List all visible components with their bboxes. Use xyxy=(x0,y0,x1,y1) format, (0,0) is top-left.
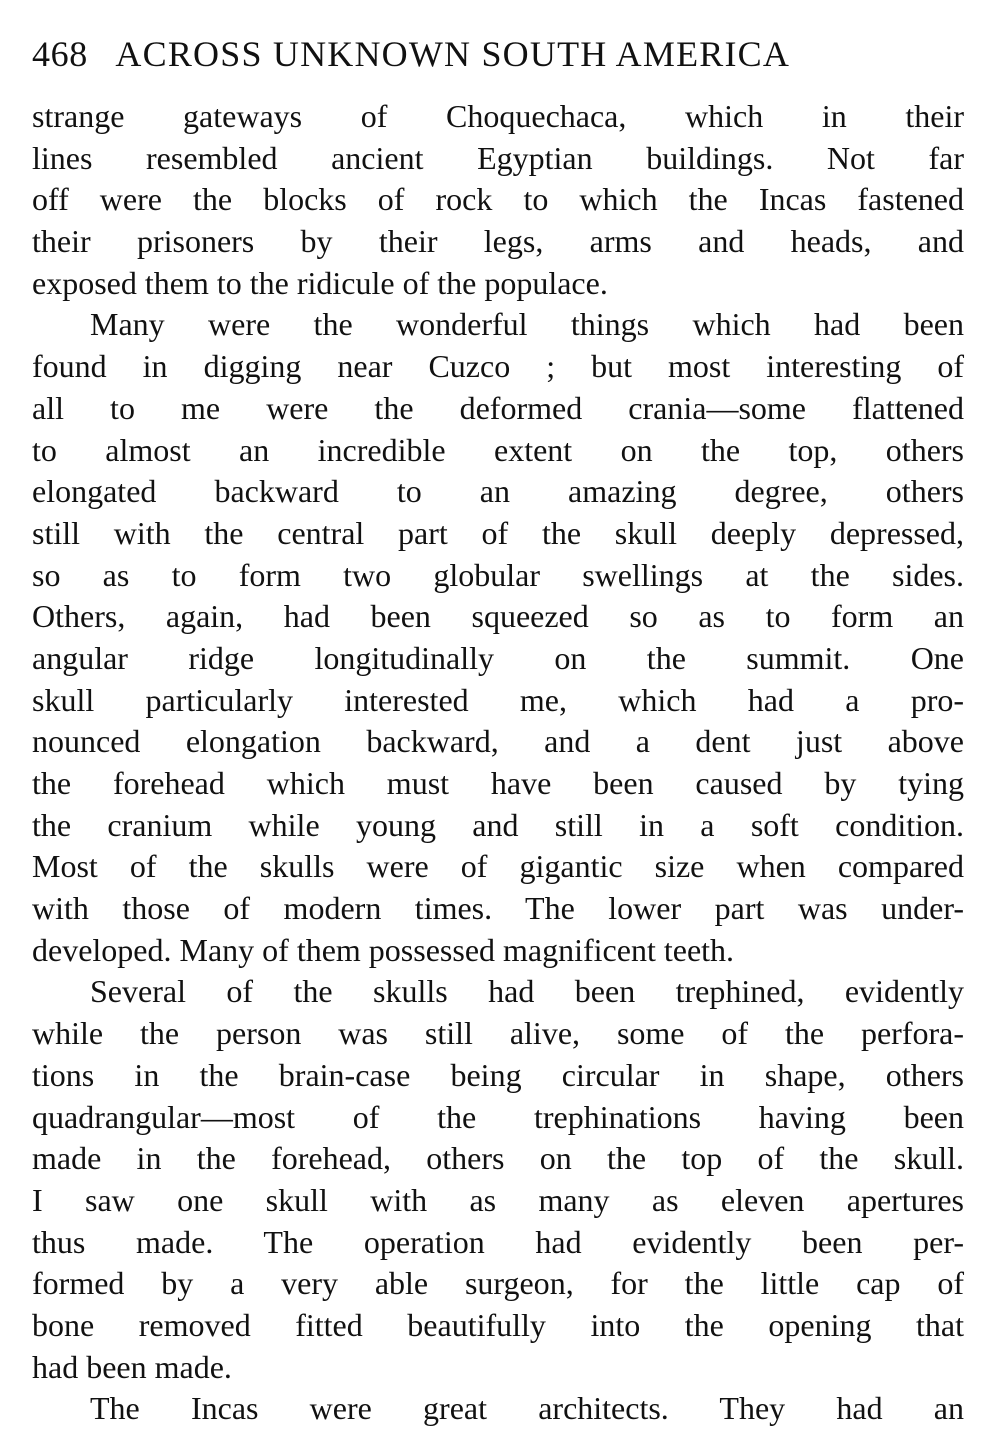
text-line: tions in the brain-case being circular in shape, others xyxy=(32,1056,964,1093)
text-line: found in digging near Cuzco ; but most interesting of xyxy=(32,348,964,385)
paragraph-first-line: The Incas were great architects. They had an xyxy=(90,1390,964,1427)
text-line: exposed them to the ridicule of the populace. xyxy=(32,264,608,301)
text-line: the forehead which must have been caused by tying xyxy=(32,765,964,801)
text-line: bone removed fitted beautifully into the opening that xyxy=(32,1306,964,1343)
text-line: still with the central part of the skull deeply depressed, xyxy=(32,514,964,551)
text-line: the cranium while young and still in a soft condition. xyxy=(32,806,964,843)
text-line: had been made. xyxy=(32,1348,232,1385)
text-line: I saw one skull with as many as eleven apertures xyxy=(32,1181,964,1218)
text-line: skull particularly interested me, which had a pro- xyxy=(32,681,964,718)
text-line: off were the blocks of rock to which the Incas fastened xyxy=(32,181,964,218)
text-line: to almost an incredible extent on the top, others xyxy=(32,431,964,468)
text-line: formed by a very able surgeon, for the little cap of xyxy=(32,1265,964,1302)
page-header xyxy=(32,30,962,78)
text-line: while the person was still alive, some of the perfora- xyxy=(32,1015,964,1052)
text-line: all to me were the deformed crania—some flattened xyxy=(32,389,964,426)
paragraph-first-line: Several of the skulls had been trephined, evidently xyxy=(90,973,964,1010)
paragraph-first-line: Many were the wonderful things which had been xyxy=(90,306,964,343)
running-title: ACROSS UNKNOWN SOUTH AMERICA xyxy=(115,34,791,74)
text-line: their prisoners by their legs, arms and heads, and xyxy=(32,223,964,260)
text-line: angular ridge longitudinally on the summit. One xyxy=(32,639,964,676)
text-line: Most of the skulls were of gigantic size when compared xyxy=(32,848,964,885)
text-line: made in the forehead, others on the top of the skull. xyxy=(32,1140,964,1177)
text-line: so as to form two globular swellings at the sides. xyxy=(32,556,964,593)
body-text xyxy=(32,96,964,1430)
text-line: strange gateways of Choquechaca, which in their xyxy=(32,98,964,134)
text-line: elongated backward to an amazing degree, others xyxy=(32,473,964,510)
text-line: lines resembled ancient Egyptian buildings. Not far xyxy=(32,139,964,176)
text-line: quadrangular—most of the trephinations having been xyxy=(32,1098,964,1135)
text-line: with those of modern times. The lower part was under- xyxy=(32,890,964,927)
text-line: thus made. The operation had evidently been per- xyxy=(32,1223,964,1260)
text-line: Others, again, had been squeezed so as to form an xyxy=(32,598,964,635)
text-line: developed. Many of them possessed magnificent teeth. xyxy=(32,931,735,968)
page-number: 468 xyxy=(32,34,88,74)
text-line: nounced elongation backward, and a dent just above xyxy=(32,723,964,760)
